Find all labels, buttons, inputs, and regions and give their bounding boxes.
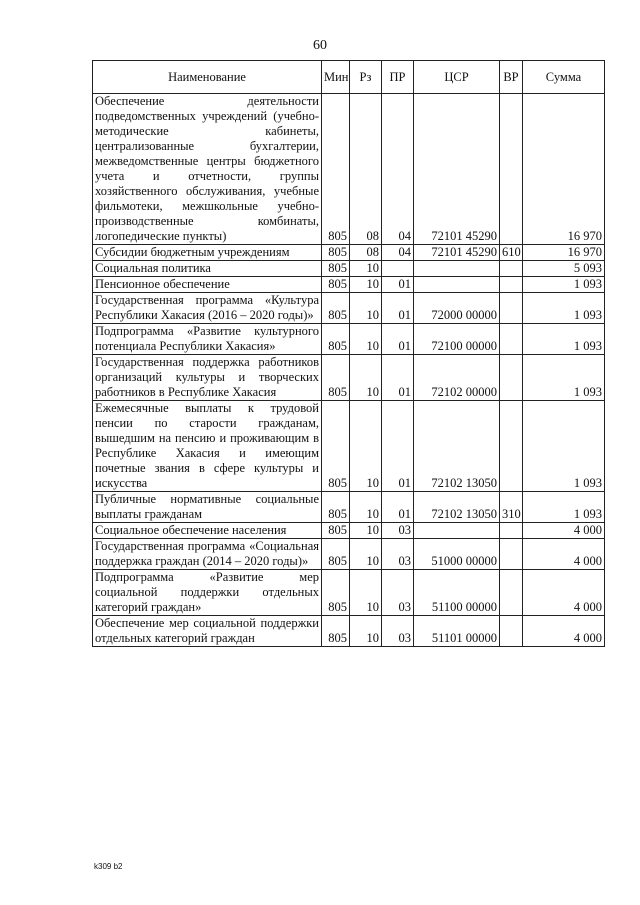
cell-rz: 10 (350, 492, 382, 523)
cell-csr: 51000 00000 (414, 539, 500, 570)
table-row (93, 261, 605, 277)
cell-pr: 03 (382, 539, 414, 570)
cell-vr (500, 355, 523, 401)
cell-vr (500, 539, 523, 570)
cell-rz: 10 (350, 401, 382, 492)
table-row (93, 492, 605, 523)
cell-pr: 01 (382, 324, 414, 355)
table-row (93, 523, 605, 539)
cell-name: Государственная программа «Культура Республики Хакасия (2016 – 2020 годы)» (93, 293, 322, 324)
cell-vr: 610 (500, 245, 523, 261)
cell-pr: 03 (382, 570, 414, 616)
cell-min: 805 (322, 277, 350, 293)
table-row (93, 277, 605, 293)
cell-vr (500, 401, 523, 492)
column-header-sum: Сумма (523, 61, 605, 94)
cell-vr: 310 (500, 492, 523, 523)
cell-rz: 10 (350, 523, 382, 539)
cell-rz: 10 (350, 616, 382, 647)
cell-pr: 01 (382, 401, 414, 492)
cell-min: 805 (322, 293, 350, 324)
cell-pr: 01 (382, 277, 414, 293)
table-row (93, 94, 605, 245)
cell-csr: 51101 00000 (414, 616, 500, 647)
cell-min: 805 (322, 523, 350, 539)
cell-csr (414, 277, 500, 293)
cell-sum: 4 000 (523, 570, 605, 616)
column-header-csr: ЦСР (414, 61, 500, 94)
cell-vr (500, 324, 523, 355)
cell-min: 805 (322, 539, 350, 570)
cell-sum: 1 093 (523, 401, 605, 492)
table-row (93, 324, 605, 355)
cell-csr: 51100 00000 (414, 570, 500, 616)
table-row (93, 293, 605, 324)
cell-sum: 5 093 (523, 261, 605, 277)
table-row (93, 539, 605, 570)
cell-name: Ежемесячные выплаты к трудовой пенсии по старости гражданам, вышедшим на пенсию и проживающим в Республике Хакасия и имеющим почетные звания в сфере культуры и искусства (93, 401, 322, 492)
cell-pr: 03 (382, 523, 414, 539)
cell-min: 805 (322, 324, 350, 355)
cell-name: Государственная поддержка работников организаций культуры и творческих работников в Республике Хакасия (93, 355, 322, 401)
cell-min: 805 (322, 94, 350, 245)
column-header-rz: Рз (350, 61, 382, 94)
column-header-min: Мин (322, 61, 350, 94)
cell-rz: 10 (350, 570, 382, 616)
cell-name: Государственная программа «Социальная поддержка граждан (2014 – 2020 годы)» (93, 539, 322, 570)
cell-csr: 72100 00000 (414, 324, 500, 355)
cell-vr (500, 94, 523, 245)
table-row (93, 616, 605, 647)
cell-min: 805 (322, 261, 350, 277)
page-number: 60 (313, 38, 327, 53)
cell-min: 805 (322, 355, 350, 401)
cell-rz: 10 (350, 324, 382, 355)
cell-name: Публичные нормативные социальные выплаты гражданам (93, 492, 322, 523)
cell-rz: 10 (350, 355, 382, 401)
cell-rz: 10 (350, 293, 382, 324)
cell-rz: 08 (350, 94, 382, 245)
cell-csr (414, 523, 500, 539)
cell-csr: 72102 00000 (414, 355, 500, 401)
budget-table (92, 60, 605, 647)
cell-vr (500, 616, 523, 647)
cell-min: 805 (322, 245, 350, 261)
column-header-pr: ПР (382, 61, 414, 94)
cell-csr: 72101 45290 (414, 94, 500, 245)
cell-name: Социальное обеспечение населения (93, 523, 322, 539)
table-row (93, 401, 605, 492)
footer-code: k309 b2 (94, 862, 123, 871)
cell-pr: 04 (382, 245, 414, 261)
cell-min: 805 (322, 616, 350, 647)
table-header-row (93, 61, 605, 94)
cell-name: Пенсионное обеспечение (93, 277, 322, 293)
cell-name: Подпрограмма «Развитие культурного потенциала Республики Хакасия» (93, 324, 322, 355)
cell-vr (500, 293, 523, 324)
cell-csr: 72102 13050 (414, 492, 500, 523)
cell-vr (500, 261, 523, 277)
cell-sum: 1 093 (523, 355, 605, 401)
cell-pr: 03 (382, 616, 414, 647)
cell-rz: 10 (350, 539, 382, 570)
cell-name: Социальная политика (93, 261, 322, 277)
column-header-vr: ВР (500, 61, 523, 94)
cell-min: 805 (322, 492, 350, 523)
cell-min: 805 (322, 401, 350, 492)
table-row (93, 355, 605, 401)
cell-pr: 01 (382, 293, 414, 324)
cell-name: Обеспечение деятельности подведомственных учреждений (учебно-методические кабинеты, централизованные бухгалтерии, межведомственные центры бюджетного учета и отчетности, группы хозяйственного обслуживания, учебные фильмотеки, межшкольные учебно-производственные комбинаты, логопедические пункты) (93, 94, 322, 245)
cell-vr (500, 570, 523, 616)
cell-csr: 72000 00000 (414, 293, 500, 324)
cell-sum: 1 093 (523, 324, 605, 355)
cell-sum: 4 000 (523, 539, 605, 570)
cell-sum: 1 093 (523, 492, 605, 523)
cell-sum: 16 970 (523, 94, 605, 245)
column-header-name: Наименование (93, 61, 322, 94)
cell-name: Обеспечение мер социальной поддержки отдельных категорий граждан (93, 616, 322, 647)
cell-sum: 1 093 (523, 277, 605, 293)
cell-rz: 10 (350, 277, 382, 293)
cell-pr: 04 (382, 94, 414, 245)
cell-name: Подпрограмма «Развитие мер социальной поддержки отдельных категорий граждан» (93, 570, 322, 616)
cell-csr: 72102 13050 (414, 401, 500, 492)
cell-sum: 4 000 (523, 616, 605, 647)
table-body (93, 94, 605, 647)
cell-csr (414, 261, 500, 277)
table-row (93, 245, 605, 261)
cell-pr: 01 (382, 355, 414, 401)
cell-name: Субсидии бюджетным учреждениям (93, 245, 322, 261)
table-row (93, 570, 605, 616)
cell-vr (500, 523, 523, 539)
cell-sum: 1 093 (523, 293, 605, 324)
cell-rz: 10 (350, 261, 382, 277)
cell-vr (500, 277, 523, 293)
cell-min: 805 (322, 570, 350, 616)
cell-pr (382, 261, 414, 277)
cell-sum: 16 970 (523, 245, 605, 261)
cell-sum: 4 000 (523, 523, 605, 539)
cell-rz: 08 (350, 245, 382, 261)
cell-csr: 72101 45290 (414, 245, 500, 261)
cell-pr: 01 (382, 492, 414, 523)
